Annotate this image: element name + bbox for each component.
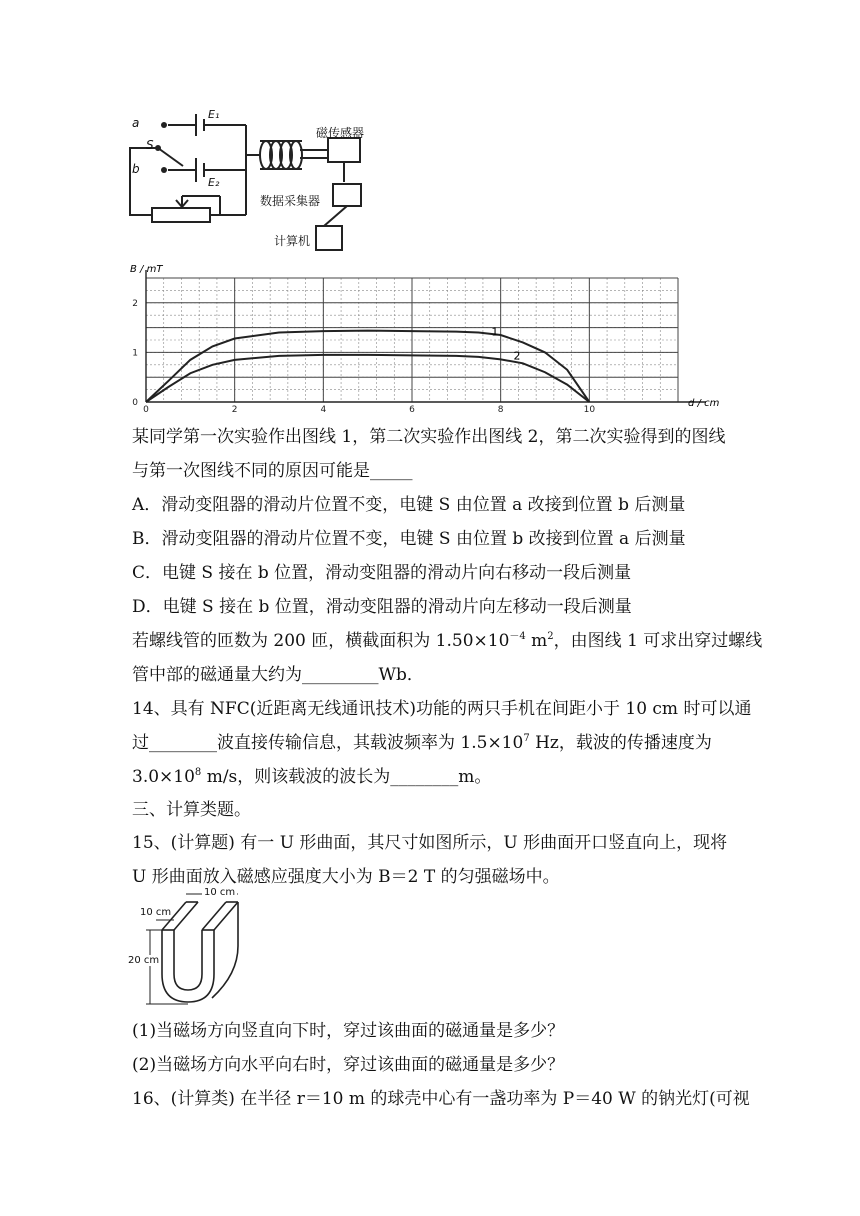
section-3-heading: 三、计算类题。 [132,800,251,820]
u-left-top-dim: 10 cm [140,907,172,918]
q14-l2-post: Hz，载波的传播速度为 [529,733,712,753]
sensor-label: 磁传感器 [316,126,365,140]
x-tick-label: 10 [583,405,596,412]
q14-line-1: 14、具有 NFC(近距离无线通讯技术)功能的两只手机在间距小于 10 cm 时可以通 [132,699,752,719]
p3-post: ，由图线 1 可求出穿过螺线 [553,631,763,651]
q14-line-2 [132,731,712,755]
p3-exp2: 2 [547,631,554,642]
q13-paragraph-3 [132,629,762,653]
p3-exp: －4 [509,631,526,642]
q13-paragraph-2: 与第一次图线不同的原因可能是_____ [132,461,413,481]
q15-sub-2: (2)当磁场方向水平向右时，穿过该曲面的磁通量是多少？ [132,1055,565,1075]
u-top-dim: 10 cm [204,887,236,898]
label-e1: E₁ [208,108,220,121]
y-tick-label: 0 [132,398,138,408]
q15-line-2: U 形曲面放入磁感应强度大小为 B＝2 T 的匀强磁场中。 [132,867,560,887]
option-c: C．电键 S 接在 b 位置，滑动变阻器的滑动片向右移动一段后测量 [132,563,632,583]
series-label-1: 1 [491,325,499,339]
q15-line-1: 15、(计算题) 有一 U 形曲面，其尺寸如图所示，U 形曲面开口竖直向上，现将 [132,833,728,853]
q13-paragraph-1: 某同学第一次实验作出图线 1，第二次实验作出图线 2，第二次实验得到的图线 [132,427,726,447]
x-tick-label: 8 [497,405,504,412]
option-b: B．滑动变阻器的滑动片位置不变，电键 S 由位置 b 改接到位置 a 后测量 [132,529,686,549]
q14-l2-pre: 过________波直接传输信息，其载波频率为 1.5×10 [132,733,524,753]
q14-l3-post: m/s，则该载波的波长为________m。 [201,767,492,787]
q14-l2-exp: 7 [523,733,530,744]
b-vs-d-chart [126,260,736,412]
x-axis-label: d / cm [688,398,720,409]
label-e2: E₂ [208,176,220,189]
series-label-2: 2 [513,349,521,363]
y-tick-label: 2 [132,298,138,309]
q14-l3-pre: 3.0×10 [132,767,195,787]
label-b: b [132,162,140,176]
y-axis-label: B / mT [130,264,163,275]
p3-pre: 若螺线管的匝数为 200 匝，横截面积为 1.50×10 [132,631,510,651]
q15-sub-1: (1)当磁场方向竖直向下时，穿过该曲面的磁通量是多少？ [132,1021,565,1041]
series-line-2 [146,355,589,402]
option-d: D．电键 S 接在 b 位置，滑动变阻器的滑动片向左移动一段后测量 [132,597,632,617]
x-tick-label: 2 [231,405,238,412]
x-tick-label: 0 [143,405,149,412]
collector-label: 数据采集器 [260,194,321,208]
x-tick-label: 4 [320,405,327,412]
q14-line-3 [132,765,491,789]
p3-mid: m [525,631,548,651]
q14-l3-exp: 8 [194,767,202,778]
y-tick-label: 1 [132,348,138,359]
x-tick-label: 6 [409,405,415,412]
u-left-dim: 20 cm [128,955,160,966]
label-s: S [146,138,154,152]
label-a: a [132,116,140,130]
q13-paragraph-4: 管中部的磁通量大约为_________Wb． [132,665,424,685]
series-line-1 [146,331,589,402]
q16-line-1: 16、(计算类) 在半径 r＝10 m 的球壳中心有一盏功率为 P＝40 W 的钠光灯(可视 [132,1089,750,1109]
option-a: A．滑动变阻器的滑动片位置不变，电键 S 由位置 a 改接到位置 b 后测量 [132,495,686,515]
computer-label: 计算机 [274,234,311,248]
